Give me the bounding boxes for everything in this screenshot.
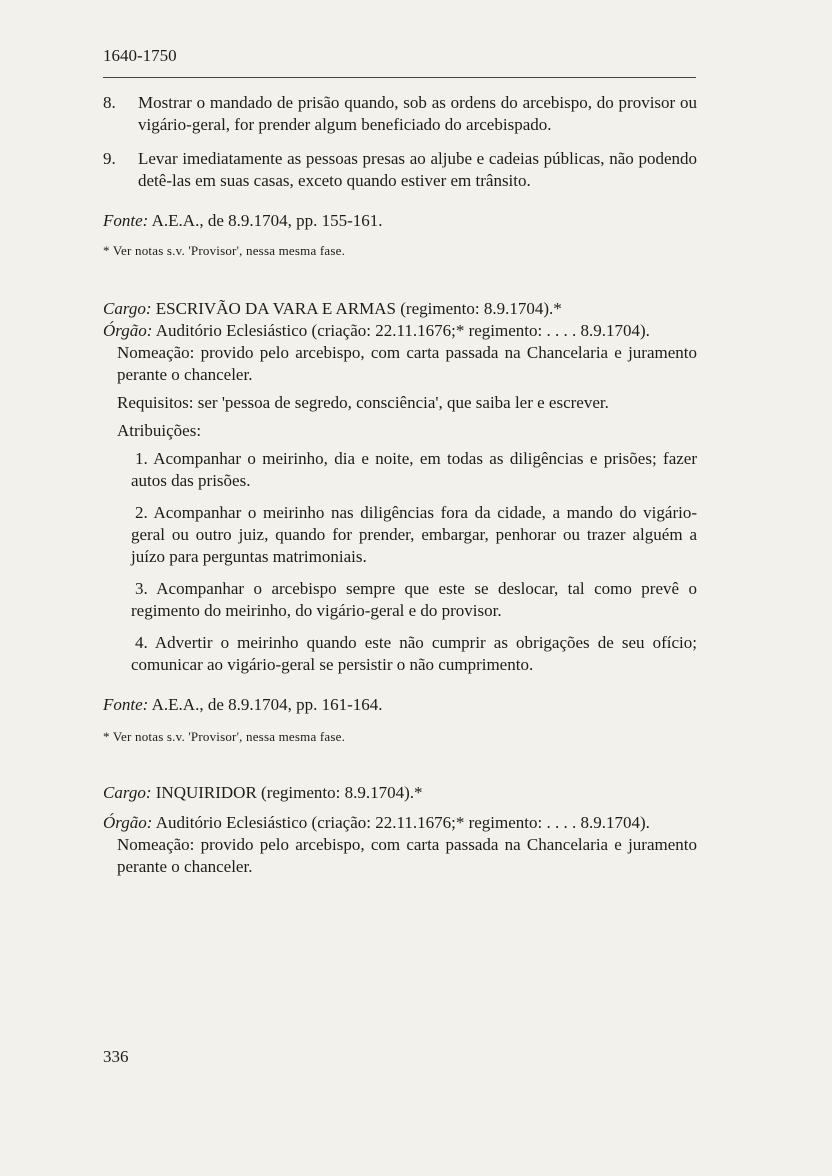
page-body: [103, 92, 697, 878]
atribuicoes-label: Atribuições:: [117, 421, 202, 440]
list-item: 1. Acompanhar o meirinho, dia e noite, em todas as diligências e prisões; fazer autos das prisões.: [131, 449, 697, 490]
requisitos-line: Requisitos: ser 'pessoa de segredo, consciência', que saiba ler e escrever.: [117, 393, 609, 412]
cargo-line: Cargo: ESCRIVÃO DA VARA E ARMAS (regimento: 8.9.1704).*: [103, 299, 562, 318]
cargo-line: Cargo: INQUIRIDOR (regimento: 8.9.1704).*: [103, 783, 423, 802]
nomeacao-line: Nomeação: provido pelo arcebispo, com carta passada na Chancelaria e juramento perante o chanceler.: [117, 835, 697, 876]
footnote: * Ver notas s.v. 'Provisor', nessa mesma fase.: [103, 729, 346, 744]
running-head: 1640-1750: [103, 46, 177, 65]
list-item: 9. Levar imediatamente as pessoas presas ao aljube e cadeias públicas, não podendo detê-las em suas casas, exceto quando estiver em trânsito.: [103, 149, 697, 190]
list-item: 8. Mostrar o mandado de prisão quando, sob as ordens do arcebispo, do provisor ou vigário-geral, for prender algum beneficiado do arcebispado.: [103, 93, 697, 134]
orgao-line: Órgão: Auditório Eclesiástico (criação: 22.11.1676;* regimento: . . . . 8.9.1704).: [103, 321, 650, 340]
list-item: 4. Advertir o meirinho quando este não cumprir as obrigações de seu ofício; comunicar ao vigário-geral se persistir o não cumprimento.: [131, 633, 698, 674]
footnote: * Ver notas s.v. 'Provisor', nessa mesma fase.: [103, 243, 346, 258]
list-item: 2. Acompanhar o meirinho nas diligências fora da cidade, a mando do vigário-geral ou outro juiz, quando for prender, embargar, penhorar ou trazer alguém a juízo para perguntas matrimoniais.: [131, 503, 698, 566]
orgao-line: Órgão: Auditório Eclesiástico (criação: 22.11.1676;* regimento: . . . . 8.9.1704).: [103, 813, 650, 832]
source-line: Fonte: A.E.A., de 8.9.1704, pp. 155-161.: [103, 211, 383, 230]
source-line: Fonte: A.E.A., de 8.9.1704, pp. 161-164.: [103, 695, 383, 714]
page-number: 336: [103, 1047, 129, 1066]
header-rule: [103, 77, 696, 78]
attributions-list: [103, 448, 697, 676]
nomeacao-line: Nomeação: provido pelo arcebispo, com carta passada na Chancelaria e juramento perante o chanceler.: [117, 343, 697, 384]
list-item: 3. Acompanhar o arcebispo sempre que este se deslocar, tal como prevê o regimento do meirinho, do vigário-geral e do provisor.: [131, 579, 697, 620]
